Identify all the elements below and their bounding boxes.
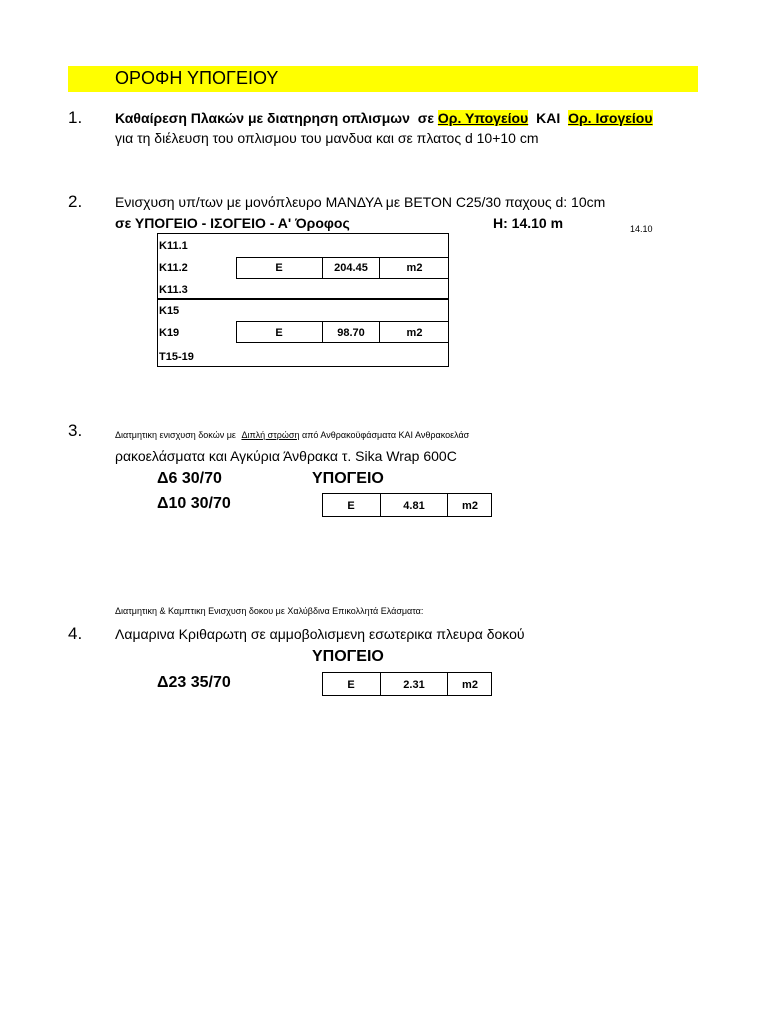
item-2-line-1: Ενισχυση υπ/των με μονόπλευρο ΜΑΝΔΥΑ με BETON C25/30 παχους d: 10cm: [115, 194, 606, 210]
table-unit: m2: [406, 262, 423, 274]
item-4-line-1: Λαμαρινα Κριθαρωτη σε αμμοβολισμενη εσωτερικα πλευρα δοκού: [115, 626, 525, 642]
item-3-text-c: από Ανθρακοϋφάσματα ΚΑΙ Ανθρακοελάσ: [299, 430, 470, 440]
item-4-unit: m2: [462, 679, 478, 691]
item-3-line-2: ρακοελάσματα και Αγκύρια Άνθρακα τ. Sika Wrap 600C: [115, 448, 457, 464]
item-3-unit: m2: [462, 500, 478, 512]
table-value: 204.45: [334, 262, 368, 274]
item-1-number: 1.: [68, 108, 83, 127]
item-2-note: 14.10: [630, 224, 653, 234]
table-label: K11.3: [159, 284, 188, 296]
item-1-line-2: για τη διέλευση του οπλισμου του μανδυα και σε πλατος d 10+10 cm: [115, 130, 539, 146]
table-label: K11.2: [159, 262, 188, 274]
table-label: K15: [159, 305, 180, 317]
page-title: ΟΡΟΦΗ ΥΠΟΓΕΙΟΥ: [115, 68, 279, 88]
item-3-line-1: [115, 430, 469, 440]
item-1-line-1: [115, 110, 653, 126]
item-1-text-b: σε: [417, 110, 434, 126]
item-1-text-and: ΚΑΙ: [536, 110, 561, 126]
item-4-floor: ΥΠΟΓΕΙΟ: [312, 648, 384, 665]
item-1-text-a: Καθαίρεση Πλακών με διατηρηση οπλισμων: [115, 110, 410, 126]
item-3-text-a: Διατμητικη ενισχυση δοκών με: [115, 430, 236, 440]
item-4-value: 2.31: [403, 679, 425, 691]
item-1-text-basement: Ορ. Υπογείου: [437, 110, 529, 126]
table-label: T15-19: [159, 351, 194, 363]
item-3-row-1-floor: ΥΠΟΓΕΙΟ: [312, 470, 384, 487]
item-4-number: 4.: [68, 624, 83, 643]
item-3-text-double-layer: Διπλή στρώση: [241, 430, 300, 440]
table-unit: m2: [406, 327, 423, 339]
table-label: K11.1: [159, 240, 188, 252]
table-value: 98.70: [337, 327, 365, 339]
item-3-row-2-label: Δ10 30/70: [157, 495, 231, 512]
item-2-line-2: σε ΥΠΟΓΕΙΟ - ΙΣΟΓΕΙΟ - Α' Όροφος: [115, 215, 350, 231]
table-unit-type: E: [275, 327, 283, 339]
item-3-row-1-label: Δ6 30/70: [157, 470, 222, 487]
item-1-text-groundfloor: Ορ. Ισογείου: [568, 110, 653, 126]
item-3-unit-type: E: [347, 500, 355, 512]
table-label: K19: [159, 327, 180, 339]
item-3-value: 4.81: [403, 500, 425, 512]
item-3-number: 3.: [68, 421, 83, 440]
item-4-row-label: Δ23 35/70: [157, 674, 231, 691]
item-4-note: Διατμητικη & Καμπτικη Ενισχυση δοκου με Χαλύβδινα Επικολλητά Ελάσματα:: [115, 606, 424, 616]
item-2-number: 2.: [68, 192, 83, 211]
item-2-height: H: 14.10 m: [493, 215, 564, 231]
table-unit-type: E: [275, 262, 283, 274]
item-4-unit-type: E: [347, 679, 355, 691]
